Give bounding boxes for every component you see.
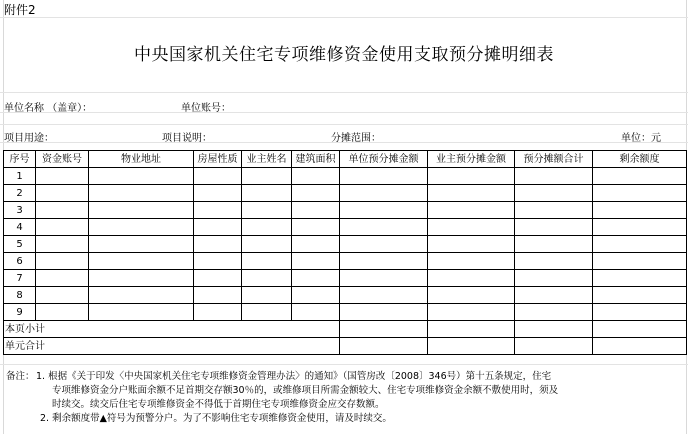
cell[interactable]	[242, 304, 292, 321]
project-use-label: 项目用途：	[4, 133, 54, 144]
cell[interactable]	[242, 168, 292, 185]
cell[interactable]	[340, 270, 428, 287]
cell[interactable]	[242, 270, 292, 287]
table-header-row	[4, 151, 687, 168]
table-row	[4, 168, 687, 185]
header-unit-preshare: 单位预分摊金额	[340, 151, 428, 168]
cell[interactable]	[292, 236, 340, 253]
note-line-4: 2. 剩余额度带▲符号为预警分户。为了不影响住宅专项维修资金使用，请及时续交。	[40, 413, 392, 424]
cell[interactable]	[593, 168, 687, 185]
cell[interactable]	[428, 304, 515, 321]
row-number: 6	[4, 253, 36, 270]
cell[interactable]	[515, 236, 593, 253]
unit-currency-label: 单位：元	[621, 133, 661, 144]
cell[interactable]	[340, 321, 428, 338]
cell[interactable]	[593, 219, 687, 236]
cell[interactable]	[515, 185, 593, 202]
row-number: 2	[4, 185, 36, 202]
cell[interactable]	[292, 287, 340, 304]
cell[interactable]	[89, 253, 194, 270]
unit-total-label: 单元合计	[4, 338, 340, 355]
cell[interactable]	[242, 219, 292, 236]
cell[interactable]	[593, 270, 687, 287]
page-subtotal-row	[4, 321, 687, 338]
cell[interactable]	[515, 338, 593, 355]
row-number: 3	[4, 202, 36, 219]
table-row	[4, 236, 687, 253]
cell[interactable]	[593, 202, 687, 219]
cell[interactable]	[340, 219, 428, 236]
cell[interactable]	[194, 185, 242, 202]
cell[interactable]	[292, 253, 340, 270]
cell[interactable]	[428, 219, 515, 236]
cell[interactable]	[593, 338, 687, 355]
cell[interactable]	[242, 202, 292, 219]
cell[interactable]	[515, 270, 593, 287]
grid-line	[0, 124, 688, 125]
cell[interactable]	[36, 253, 89, 270]
cell[interactable]	[515, 219, 593, 236]
cell[interactable]	[428, 168, 515, 185]
cell[interactable]	[36, 202, 89, 219]
table-row	[4, 270, 687, 287]
cell[interactable]	[36, 168, 89, 185]
cell[interactable]	[242, 185, 292, 202]
cell[interactable]	[292, 202, 340, 219]
grid-line	[0, 112, 688, 113]
cell[interactable]	[593, 185, 687, 202]
page-subtotal-label: 本页小计	[4, 321, 340, 338]
table-row	[4, 304, 687, 321]
grid-line	[0, 92, 688, 93]
cell[interactable]	[292, 185, 340, 202]
grid-line	[0, 364, 688, 365]
cell[interactable]	[428, 338, 515, 355]
cell[interactable]	[515, 168, 593, 185]
cell[interactable]	[194, 253, 242, 270]
cell[interactable]	[515, 321, 593, 338]
cell[interactable]	[36, 185, 89, 202]
cell[interactable]	[428, 202, 515, 219]
header-property-address: 物业地址	[89, 151, 194, 168]
cell[interactable]	[89, 202, 194, 219]
cell[interactable]	[194, 168, 242, 185]
cell[interactable]	[428, 236, 515, 253]
cell[interactable]	[89, 219, 194, 236]
header-seq: 序号	[4, 151, 36, 168]
cell[interactable]	[593, 253, 687, 270]
table-row	[4, 202, 687, 219]
unit-total-row	[4, 338, 687, 355]
header-preshare-total: 预分摊额合计	[515, 151, 593, 168]
cell[interactable]	[194, 287, 242, 304]
cell[interactable]	[89, 304, 194, 321]
row-number: 7	[4, 270, 36, 287]
cell[interactable]	[194, 219, 242, 236]
header-house-type: 房屋性质	[194, 151, 242, 168]
cell[interactable]	[340, 253, 428, 270]
cell[interactable]	[340, 202, 428, 219]
table-row	[4, 219, 687, 236]
cell[interactable]	[36, 287, 89, 304]
project-desc-label: 项目说明：	[162, 133, 212, 144]
cell[interactable]	[242, 253, 292, 270]
cell[interactable]	[36, 304, 89, 321]
cell[interactable]	[292, 270, 340, 287]
unit-name-label: 单位名称 （盖章）：	[4, 103, 93, 114]
cell[interactable]	[593, 236, 687, 253]
grid-line	[0, 17, 688, 18]
detail-table	[3, 150, 687, 355]
cell[interactable]	[194, 270, 242, 287]
row-number: 8	[4, 287, 36, 304]
cell[interactable]	[593, 321, 687, 338]
cell[interactable]	[292, 304, 340, 321]
cell[interactable]	[89, 185, 194, 202]
note-line-3: 时续交。续交后住宅专项维修资金不得低于首期住宅专项维修资金应交存数额。	[52, 399, 385, 410]
note-line-1: 1. 根据《关于印发〈中央国家机关住宅专项维修资金管理办法〉的通知》（国管房改〔2008〕346号）第十五条规定，住宅	[36, 371, 552, 382]
cell[interactable]	[89, 270, 194, 287]
unit-account-label: 单位账号：	[181, 103, 231, 114]
cell[interactable]	[593, 304, 687, 321]
cell[interactable]	[515, 253, 593, 270]
header-fund-account: 资金账号	[36, 151, 89, 168]
row-number: 5	[4, 236, 36, 253]
share-scope-label: 分摊范围：	[331, 133, 381, 144]
cell[interactable]	[593, 287, 687, 304]
cell[interactable]	[242, 287, 292, 304]
cell[interactable]	[36, 219, 89, 236]
row-number: 1	[4, 168, 36, 185]
cell[interactable]	[89, 236, 194, 253]
cell[interactable]	[89, 168, 194, 185]
page-title: 中央国家机关住宅专项维修资金使用支取预分摊明细表	[134, 45, 554, 65]
cell[interactable]	[340, 338, 428, 355]
attachment-label: 附件2	[4, 3, 36, 17]
cell[interactable]	[89, 287, 194, 304]
header-owner-name: 业主姓名	[242, 151, 292, 168]
table-row	[4, 185, 687, 202]
header-floor-area: 建筑面积	[292, 151, 340, 168]
cell[interactable]	[292, 168, 340, 185]
cell[interactable]	[36, 236, 89, 253]
cell[interactable]	[242, 236, 292, 253]
cell[interactable]	[428, 270, 515, 287]
table-row	[4, 287, 687, 304]
cell[interactable]	[340, 304, 428, 321]
table-row	[4, 253, 687, 270]
row-number: 4	[4, 219, 36, 236]
cell[interactable]	[340, 185, 428, 202]
note-line-2: 专项维修资金分户账面余额不足首期交存额30％的，或维修项目所需金额较大、住宅专项维修资金余额不敷使用时，须及	[52, 385, 559, 396]
cell[interactable]	[194, 202, 242, 219]
cell[interactable]	[428, 185, 515, 202]
cell[interactable]	[194, 304, 242, 321]
cell[interactable]	[428, 321, 515, 338]
cell[interactable]	[340, 236, 428, 253]
header-owner-preshare: 业主预分摊金额	[428, 151, 515, 168]
cell[interactable]	[428, 287, 515, 304]
cell[interactable]	[428, 253, 515, 270]
cell[interactable]	[194, 236, 242, 253]
cell[interactable]	[340, 287, 428, 304]
cell[interactable]	[515, 304, 593, 321]
header-remaining: 剩余额度	[593, 151, 687, 168]
cell[interactable]	[292, 219, 340, 236]
notes-label: 备注：	[6, 371, 35, 382]
cell[interactable]	[340, 168, 428, 185]
cell[interactable]	[36, 270, 89, 287]
cell[interactable]	[515, 202, 593, 219]
row-number: 9	[4, 304, 36, 321]
cell[interactable]	[515, 287, 593, 304]
